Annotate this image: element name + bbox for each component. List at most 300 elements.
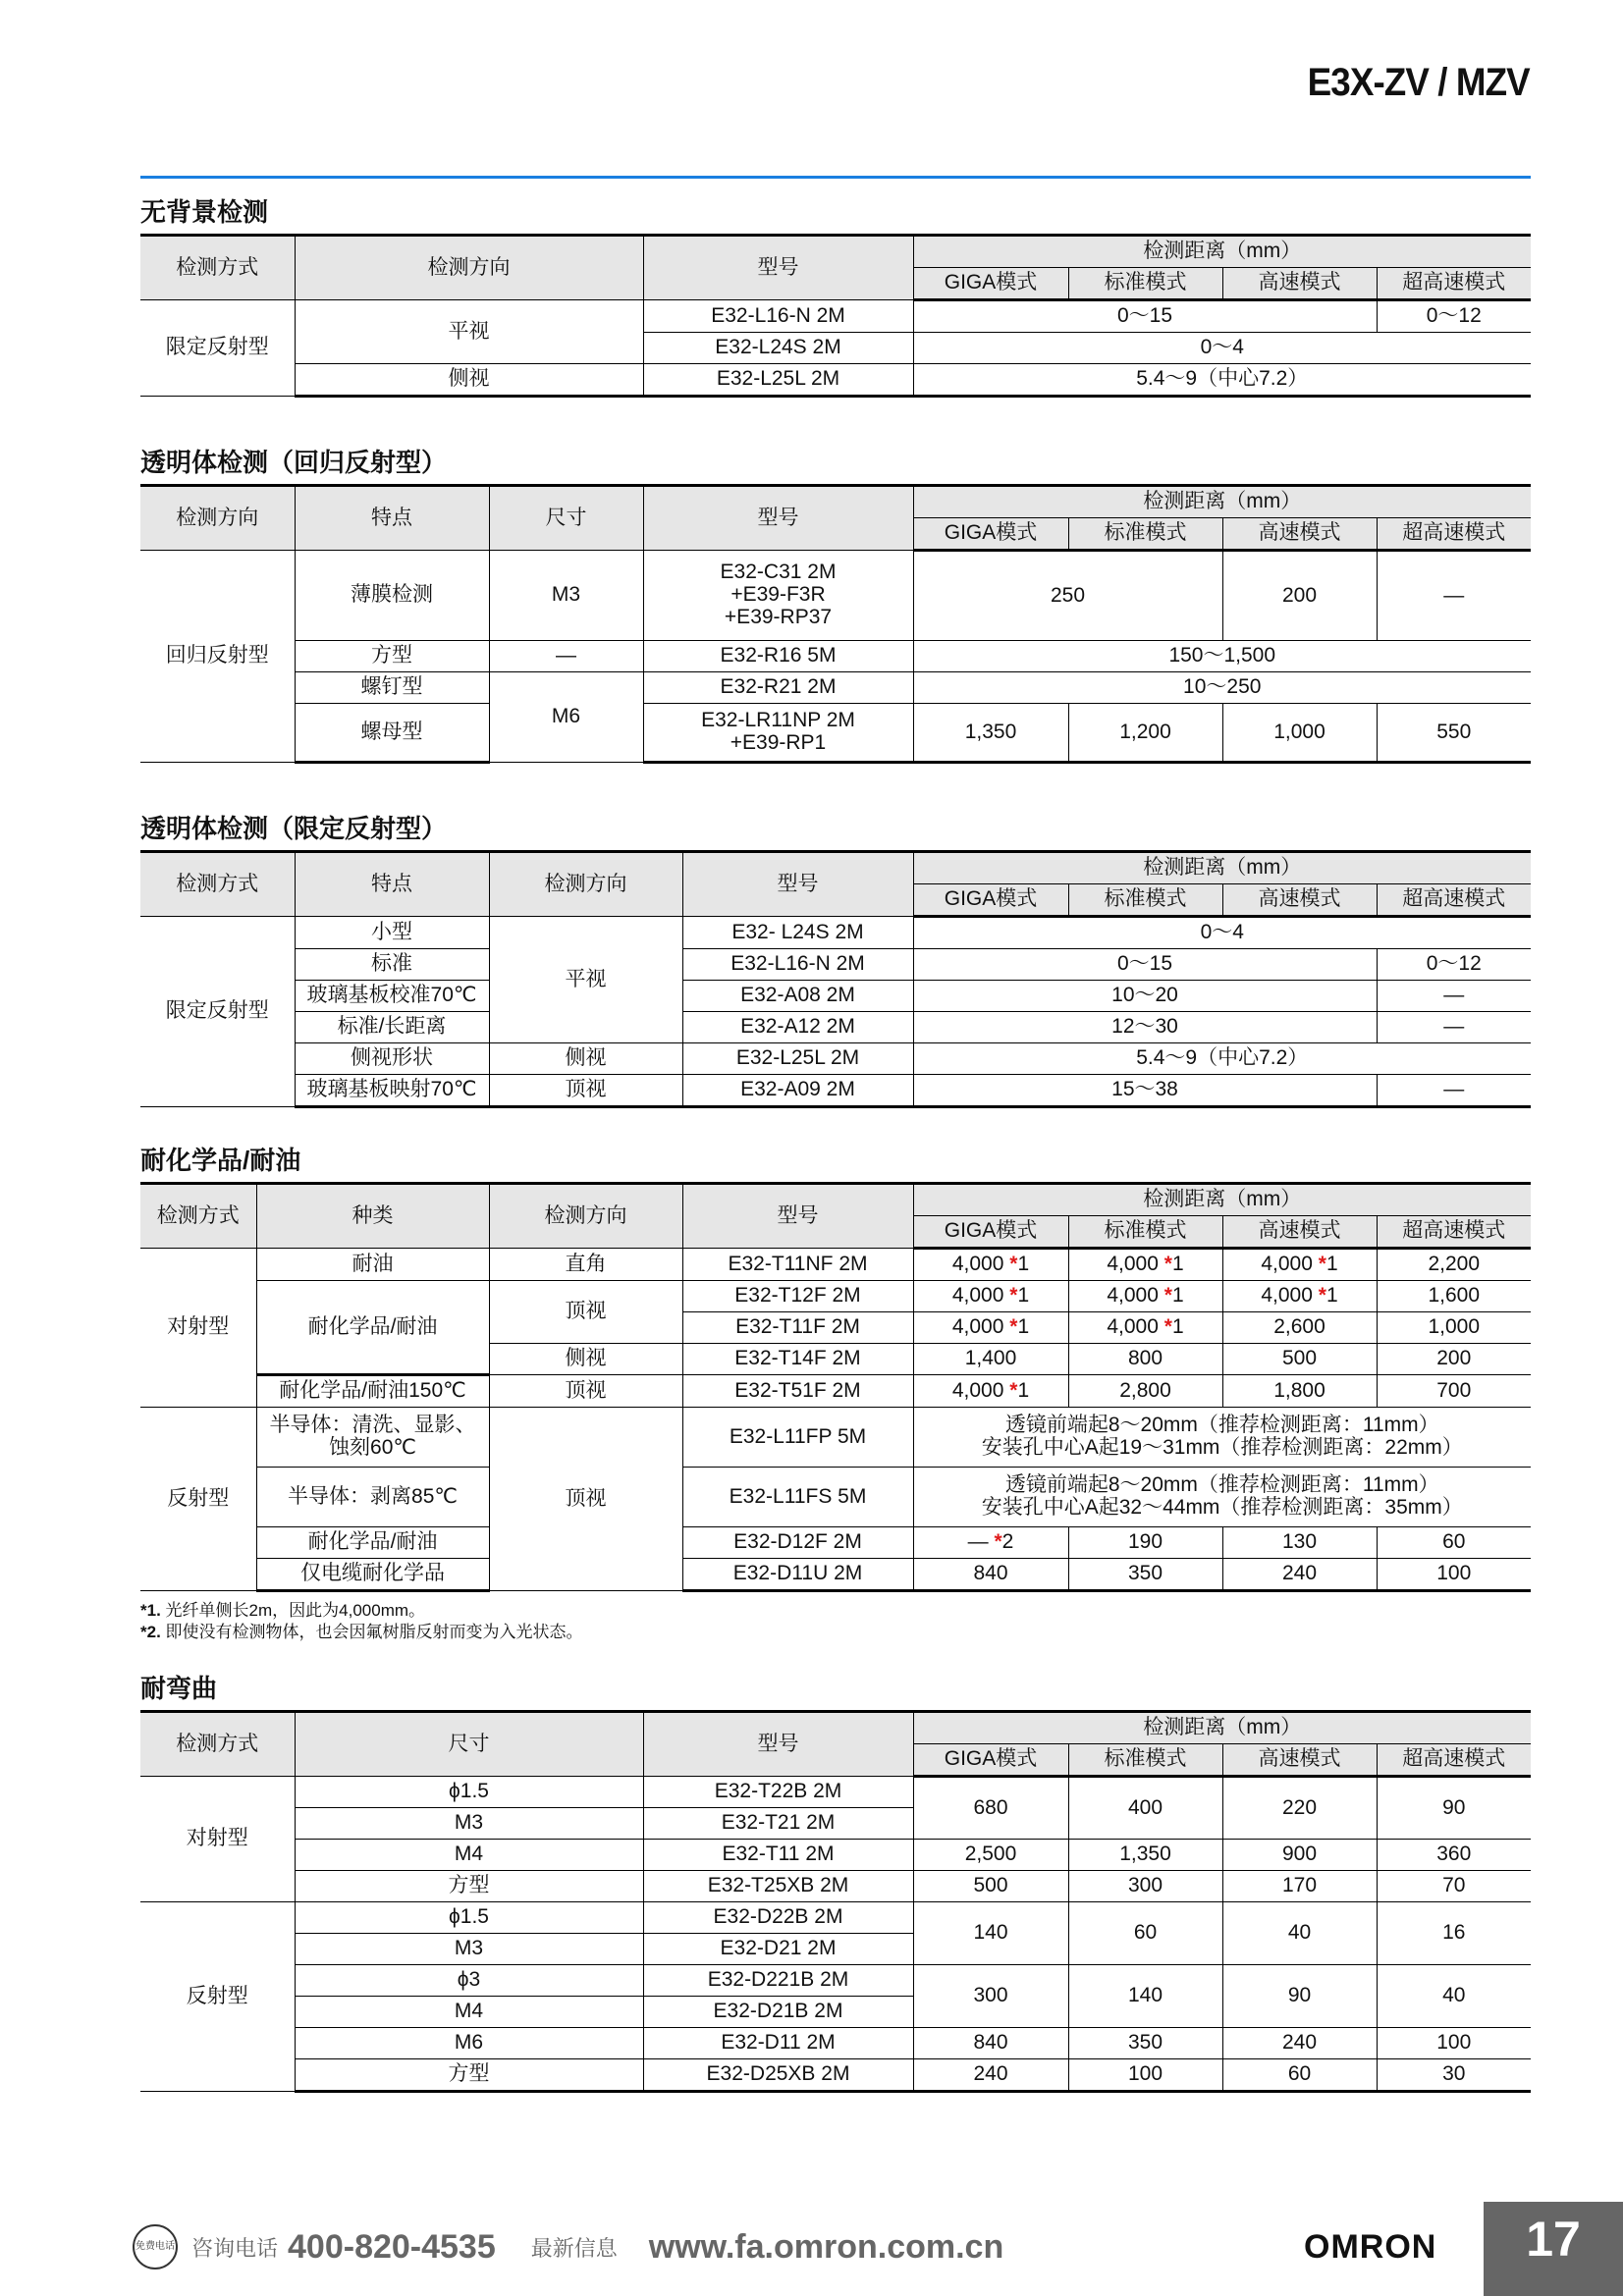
feature-cell: 螺母型 (295, 704, 489, 763)
table-row (140, 300, 1531, 333)
distance-value: 130 (1281, 1530, 1318, 1554)
distance-cell (913, 1559, 1068, 1591)
size-cell: ϕ3 (295, 1965, 643, 1997)
distance-cell: — (1377, 1012, 1531, 1043)
distance-cell (1377, 1344, 1531, 1375)
table-row (140, 949, 1531, 981)
distance-cell: 100 (1377, 2028, 1531, 2059)
distance-cell (913, 1249, 1068, 1281)
mode-header: 高速模式 (1222, 1216, 1377, 1249)
section-transparent-limited-reflective (140, 809, 1531, 1108)
distance-cell: 12～30 (913, 1012, 1377, 1043)
model-cell: E32-T11NF 2M (682, 1249, 913, 1281)
table-row (140, 704, 1531, 763)
distance-cell (1068, 1375, 1222, 1408)
model-cell: E32- L24S 2M (682, 917, 913, 949)
section-title: 耐化学品/耐油 (140, 1146, 301, 1175)
size-cell: — (489, 641, 643, 672)
table-row (140, 1468, 1531, 1527)
model-cell (643, 704, 913, 763)
feature-cell: 方型 (295, 641, 489, 672)
footnote-text: 即使没有检测物体，也会因氟树脂反射而变为入光状态。 (165, 1623, 583, 1641)
footnote-star-icon: * (1009, 1284, 1018, 1308)
distance-cell: 1,350 (1068, 1840, 1222, 1871)
mode-header: 标准模式 (1068, 1744, 1222, 1777)
distance-cell: 240 (913, 2059, 1068, 2092)
method-cell: 限定反射型 (140, 300, 295, 397)
col-header: 特点 (295, 486, 489, 551)
direction-cell: 侧视 (489, 1043, 682, 1075)
model-line: +E39-RP37 (724, 605, 833, 628)
spec-table (140, 850, 1531, 1108)
distance-value: 4,000 (951, 1253, 1004, 1276)
distance-cell: 60 (1222, 2059, 1377, 2092)
footnote-ref: 1 (1325, 1284, 1338, 1308)
size-cell: ϕ1.5 (295, 1777, 643, 1808)
distance-cell: 0～12 (1377, 300, 1531, 333)
footnote-star-icon: * (1163, 1315, 1172, 1339)
footnote-ref: 1 (1017, 1253, 1030, 1276)
note-line: 安装孔中心A起19～31mm（推荐检测距离：22mm） (981, 1436, 1463, 1459)
distance-cell: 5.4～9（中心7.2） (913, 364, 1531, 397)
footnote-star-icon: * (1009, 1315, 1018, 1339)
model-cell: E32-D25XB 2M (643, 2059, 913, 2092)
section-title: 无背景检测 (140, 197, 269, 227)
mode-header: 超高速模式 (1377, 884, 1531, 917)
col-group-header: 检测距离（mm） (913, 486, 1531, 518)
footnote-star-icon: * (1009, 1253, 1018, 1276)
section-title: 透明体检测（限定反射型） (140, 814, 448, 843)
model-cell: E32-L16-N 2M (682, 949, 913, 981)
method-cell: 反射型 (140, 1902, 295, 2092)
mode-header: 超高速模式 (1377, 518, 1531, 551)
table-row (140, 641, 1531, 672)
distance-cell: 0～15 (913, 300, 1377, 333)
section-title: 透明体检测（回归反射型） (140, 448, 448, 477)
mode-header: GIGA模式 (913, 884, 1068, 917)
distance-cell (1222, 1527, 1377, 1559)
table-row (140, 672, 1531, 704)
distance-cell: 70 (1377, 1871, 1531, 1902)
mode-header: GIGA模式 (913, 268, 1068, 300)
model-line: +E39-RP1 (730, 731, 827, 754)
distance-cell: 10～250 (913, 672, 1531, 704)
distance-value: 840 (973, 1562, 1008, 1585)
table-row (140, 1281, 1531, 1312)
model-cell: E32-L11FP 5M (682, 1408, 913, 1468)
model-cell: E32-L16-N 2M (643, 300, 913, 333)
table-row (140, 1043, 1531, 1075)
footnote-star-icon: * (1318, 1253, 1326, 1276)
distance-value: 200 (1436, 1347, 1472, 1370)
note-line: 透镜前端起8～20mm（推荐检测距离：11mm） (1004, 1473, 1439, 1497)
model-line: +E39-F3R (730, 583, 826, 607)
distance-cell: 220 (1222, 1777, 1377, 1840)
distance-cell (1068, 1281, 1222, 1312)
distance-cell: 250 (913, 551, 1222, 641)
table-row (140, 364, 1531, 397)
size-cell: M6 (489, 672, 643, 763)
spec-table (140, 234, 1531, 398)
model-cell: E32-D21 2M (643, 1934, 913, 1965)
spec-table (140, 1182, 1531, 1592)
direction-cell: 平视 (295, 300, 643, 364)
mode-header: 高速模式 (1222, 884, 1377, 917)
distance-cell: 300 (1068, 1871, 1222, 1902)
table-row (140, 1965, 1531, 1997)
footnote-ref: 1 (1017, 1378, 1030, 1402)
col-header: 检测方向 (140, 486, 295, 551)
col-header: 型号 (682, 852, 913, 917)
size-cell: M4 (295, 1840, 643, 1871)
col-group-header: 检测距离（mm） (913, 1184, 1531, 1216)
distance-cell (1222, 1312, 1377, 1344)
method-cell: 限定反射型 (140, 917, 295, 1107)
col-header: 尺寸 (295, 1712, 643, 1777)
table-row (140, 1840, 1531, 1871)
model-cell: E32-A12 2M (682, 1012, 913, 1043)
footnote-ref: 1 (1171, 1253, 1184, 1276)
distance-cell: 550 (1377, 704, 1531, 763)
size-cell: M3 (295, 1808, 643, 1840)
size-cell: M3 (295, 1934, 643, 1965)
kind-cell: 耐化学品/耐油150℃ (256, 1375, 489, 1408)
model-cell: E32-D11 2M (643, 2028, 913, 2059)
direction-cell: 直角 (489, 1249, 682, 1281)
footnote-ref: 2 (1001, 1530, 1014, 1554)
col-header: 检测方向 (489, 852, 682, 917)
distance-cell (1222, 1344, 1377, 1375)
table-row (140, 1527, 1531, 1559)
method-cell: 对射型 (140, 1777, 295, 1902)
col-header: 尺寸 (489, 486, 643, 551)
feature-cell: 侧视形状 (295, 1043, 489, 1075)
col-header: 型号 (643, 486, 913, 551)
note-line: 安装孔中心A起32～44mm（推荐检测距离：35mm） (981, 1496, 1463, 1519)
mode-header: 超高速模式 (1377, 268, 1531, 300)
distance-cell (913, 1344, 1068, 1375)
distance-cell (1377, 1281, 1531, 1312)
distance-cell: 40 (1222, 1902, 1377, 1965)
direction-cell: 侧视 (489, 1344, 682, 1375)
mode-header: 高速模式 (1222, 268, 1377, 300)
mode-header: 标准模式 (1068, 268, 1222, 300)
distance-cell (1068, 1559, 1222, 1591)
model-cell: E32-T12F 2M (682, 1281, 913, 1312)
table-row (140, 917, 1531, 949)
distance-cell (1222, 1559, 1377, 1591)
distance-value: 1,600 (1428, 1284, 1481, 1308)
distance-cell: 40 (1377, 1965, 1531, 2028)
kind-cell: 耐油 (256, 1249, 489, 1281)
distance-cell: 500 (913, 1871, 1068, 1902)
distance-cell (1068, 1527, 1222, 1559)
direction-cell: 侧视 (295, 364, 643, 397)
distance-cell: 0～4 (913, 917, 1531, 949)
model-cell: E32-T22B 2M (643, 1777, 913, 1808)
col-header: 型号 (643, 236, 913, 300)
table-row (140, 551, 1531, 641)
distance-cell (1377, 1312, 1531, 1344)
footnote-text: 光纤单侧长2m，因此为4,000mm。 (165, 1601, 426, 1620)
table-row (140, 1249, 1531, 1281)
distance-value: 60 (1442, 1530, 1466, 1554)
distance-cell: 90 (1377, 1777, 1531, 1840)
model-cell: E32-L25L 2M (682, 1043, 913, 1075)
distance-cell (913, 1312, 1068, 1344)
footnote-star-icon: * (994, 1530, 1002, 1554)
distance-value: 4,000 (1261, 1284, 1313, 1308)
model-line: E32-LR11NP 2M (701, 709, 855, 732)
table-row (140, 1559, 1531, 1591)
distance-value: 4,000 (951, 1378, 1004, 1402)
spec-table (140, 1710, 1531, 2093)
size-cell: 方型 (295, 2059, 643, 2092)
distance-cell (1377, 1559, 1531, 1591)
footnotes (140, 1600, 1531, 1643)
model-cell: E32-D21B 2M (643, 1997, 913, 2028)
mode-header: 标准模式 (1068, 1216, 1222, 1249)
distance-cell: 100 (1068, 2059, 1222, 2092)
phone-icon: 免费电话 (133, 2224, 178, 2269)
model-cell: E32-A08 2M (682, 981, 913, 1012)
distance-cell (1377, 1527, 1531, 1559)
size-cell: M4 (295, 1997, 643, 2028)
model-line: E32-C31 2M (720, 561, 837, 584)
footnote-star-icon: * (1009, 1378, 1018, 1402)
distance-value: 2,800 (1119, 1378, 1171, 1402)
footnote (140, 1600, 1531, 1622)
distance-cell: — (1377, 981, 1531, 1012)
distance-cell: 170 (1222, 1871, 1377, 1902)
feature-cell: 标准/长距离 (295, 1012, 489, 1043)
distance-cell: 350 (1068, 2028, 1222, 2059)
footer-contact (133, 2222, 1003, 2271)
footnote-ref: 1 (1171, 1315, 1184, 1339)
kind-cell: 仅电缆耐化学品 (256, 1559, 489, 1591)
feature-cell: 薄膜检测 (295, 551, 489, 641)
distance-value: 4,000 (951, 1315, 1004, 1339)
direction-cell: 顶视 (489, 1281, 682, 1344)
model-cell: E32-D221B 2M (643, 1965, 913, 1997)
model-cell: E32-D22B 2M (643, 1902, 913, 1934)
distance-cell: 10～20 (913, 981, 1377, 1012)
mode-header: 超高速模式 (1377, 1744, 1531, 1777)
table-row (140, 1871, 1531, 1902)
direction-cell: 平视 (489, 917, 682, 1043)
table-row (140, 2059, 1531, 2092)
model-cell: E32-T25XB 2M (643, 1871, 913, 1902)
table-row (140, 1375, 1531, 1408)
col-header: 检测方式 (140, 1184, 256, 1249)
distance-cell: 840 (913, 2028, 1068, 2059)
distance-note-cell (913, 1468, 1531, 1527)
direction-cell: 顶视 (489, 1375, 682, 1408)
feature-cell: 玻璃基板映射70℃ (295, 1075, 489, 1107)
distance-cell (1222, 1281, 1377, 1312)
distance-cell: 360 (1377, 1840, 1531, 1871)
footnote-mark: *1. (140, 1601, 161, 1620)
table-row (140, 1902, 1531, 1934)
distance-value: 100 (1436, 1562, 1472, 1585)
distance-cell (1068, 1312, 1222, 1344)
distance-cell: 1,200 (1068, 704, 1222, 763)
distance-cell: 1,350 (913, 704, 1068, 763)
distance-cell (1068, 1249, 1222, 1281)
table-row (140, 1777, 1531, 1808)
footnote-ref: 1 (1017, 1315, 1030, 1339)
distance-cell: 200 (1222, 551, 1377, 641)
section-bend-resistant (140, 1669, 1531, 2093)
distance-value: 1,400 (964, 1347, 1017, 1370)
model-cell: E32-T11F 2M (682, 1312, 913, 1344)
distance-cell: 30 (1377, 2059, 1531, 2092)
model-cell: E32-T14F 2M (682, 1344, 913, 1375)
distance-cell: 900 (1222, 1840, 1377, 1871)
section-background-suppression (140, 192, 1531, 398)
model-cell: E32-L24S 2M (643, 333, 913, 364)
mode-header: 标准模式 (1068, 518, 1222, 551)
col-header: 检测方式 (140, 236, 295, 300)
method-cell: 对射型 (140, 1249, 256, 1408)
kind-cell: 耐化学品/耐油 (256, 1281, 489, 1375)
distance-cell (1377, 1375, 1531, 1408)
mode-header: GIGA模式 (913, 518, 1068, 551)
table-row (140, 2028, 1531, 2059)
feature-cell: 螺钉型 (295, 672, 489, 704)
distance-value: 190 (1127, 1530, 1163, 1554)
mode-header: 超高速模式 (1377, 1216, 1531, 1249)
distance-cell: — (1377, 1075, 1531, 1107)
distance-value: 240 (1281, 1562, 1318, 1585)
distance-cell: 0～4 (913, 333, 1531, 364)
distance-cell: 240 (1222, 2028, 1377, 2059)
model-cell: E32-R21 2M (643, 672, 913, 704)
distance-value: — (967, 1530, 989, 1554)
distance-cell (913, 1527, 1068, 1559)
table-row (140, 1075, 1531, 1107)
distance-cell (1377, 1249, 1531, 1281)
col-header: 检测方式 (140, 1712, 295, 1777)
phone-label: 咨询电话 (191, 2235, 279, 2261)
distance-cell: 0～15 (913, 949, 1377, 981)
distance-cell: 1,000 (1222, 704, 1377, 763)
size-cell: M3 (489, 551, 643, 641)
distance-cell (1222, 1249, 1377, 1281)
size-cell: 方型 (295, 1871, 643, 1902)
distance-value: 1,000 (1428, 1315, 1481, 1339)
col-header: 检测方向 (295, 236, 643, 300)
col-group-header: 检测距离（mm） (913, 852, 1531, 884)
footnote (140, 1622, 1531, 1643)
distance-cell (1222, 1375, 1377, 1408)
model-cell: E32-D11U 2M (682, 1559, 913, 1591)
spec-table (140, 484, 1531, 764)
distance-cell: 400 (1068, 1777, 1222, 1840)
model-cell: E32-L25L 2M (643, 364, 913, 397)
col-header: 型号 (682, 1184, 913, 1249)
table-row (140, 1408, 1531, 1468)
header-rule (140, 176, 1531, 179)
distance-cell (913, 1281, 1068, 1312)
method-cell: 回归反射型 (140, 551, 295, 763)
col-header: 检测方式 (140, 852, 295, 917)
distance-value: 4,000 (1107, 1315, 1159, 1339)
document-title: E3X-ZV / MZV (1307, 61, 1530, 104)
distance-note-cell (913, 1408, 1531, 1468)
kind-cell: 耐化学品/耐油 (256, 1527, 489, 1559)
feature-cell: 玻璃基板校准70℃ (295, 981, 489, 1012)
distance-value: 4,000 (1261, 1253, 1313, 1276)
distance-cell: 15～38 (913, 1075, 1377, 1107)
model-cell: E32-R16 5M (643, 641, 913, 672)
size-cell: M6 (295, 2028, 643, 2059)
model-cell: E32-L11FS 5M (682, 1468, 913, 1527)
phone-number[interactable]: 400-820-4535 (288, 2227, 496, 2266)
size-cell: ϕ1.5 (295, 1902, 643, 1934)
footnote-ref: 1 (1171, 1284, 1184, 1308)
col-header: 种类 (256, 1184, 489, 1249)
distance-cell: 680 (913, 1777, 1068, 1840)
method-cell: 反射型 (140, 1408, 256, 1591)
website-link[interactable]: www.fa.omron.com.cn (648, 2227, 1004, 2266)
mode-header: 标准模式 (1068, 884, 1222, 917)
distance-cell: 140 (913, 1902, 1068, 1965)
mode-header: 高速模式 (1222, 518, 1377, 551)
section-title: 耐弯曲 (140, 1674, 218, 1703)
distance-value: 700 (1436, 1378, 1472, 1402)
distance-value: 1,800 (1273, 1378, 1325, 1402)
kind-cell: 半导体：剥离85℃ (256, 1468, 489, 1527)
info-label: 最新信息 (530, 2235, 618, 2261)
col-group-header: 检测距离（mm） (913, 236, 1531, 268)
model-cell: E32-A09 2M (682, 1075, 913, 1107)
footnote-star-icon: * (1318, 1284, 1326, 1308)
distance-cell: 2,500 (913, 1840, 1068, 1871)
direction-cell: 顶视 (489, 1075, 682, 1107)
distance-cell: 90 (1222, 1965, 1377, 2028)
distance-value: 2,600 (1273, 1315, 1325, 1339)
distance-cell (1068, 1344, 1222, 1375)
footnote-ref: 1 (1325, 1253, 1338, 1276)
mode-header: 高速模式 (1222, 1744, 1377, 1777)
distance-value: 500 (1281, 1347, 1318, 1370)
footnote-mark: *2. (140, 1623, 161, 1641)
distance-cell: 140 (1068, 1965, 1222, 2028)
feature-cell: 小型 (295, 917, 489, 949)
section-chemical-oil-resistant (140, 1141, 1531, 1643)
footnote-star-icon: * (1163, 1284, 1172, 1308)
distance-cell: 300 (913, 1965, 1068, 2028)
distance-cell: — (1377, 551, 1531, 641)
section-transparent-retroreflective (140, 443, 1531, 764)
model-cell: E32-T11 2M (643, 1840, 913, 1871)
footnote-star-icon: * (1163, 1253, 1172, 1276)
mode-header: GIGA模式 (913, 1216, 1068, 1249)
table-row (140, 981, 1531, 1012)
page-number: 17 (1484, 2202, 1623, 2296)
distance-cell (913, 1375, 1068, 1408)
mode-header: GIGA模式 (913, 1744, 1068, 1777)
feature-cell: 标准 (295, 949, 489, 981)
distance-value: 350 (1127, 1562, 1163, 1585)
distance-value: 4,000 (1107, 1284, 1159, 1308)
distance-cell: 5.4～9（中心7.2） (913, 1043, 1531, 1075)
distance-value: 800 (1127, 1347, 1163, 1370)
distance-value: 4,000 (1107, 1253, 1159, 1276)
distance-cell: 16 (1377, 1902, 1531, 1965)
table-row (140, 1012, 1531, 1043)
